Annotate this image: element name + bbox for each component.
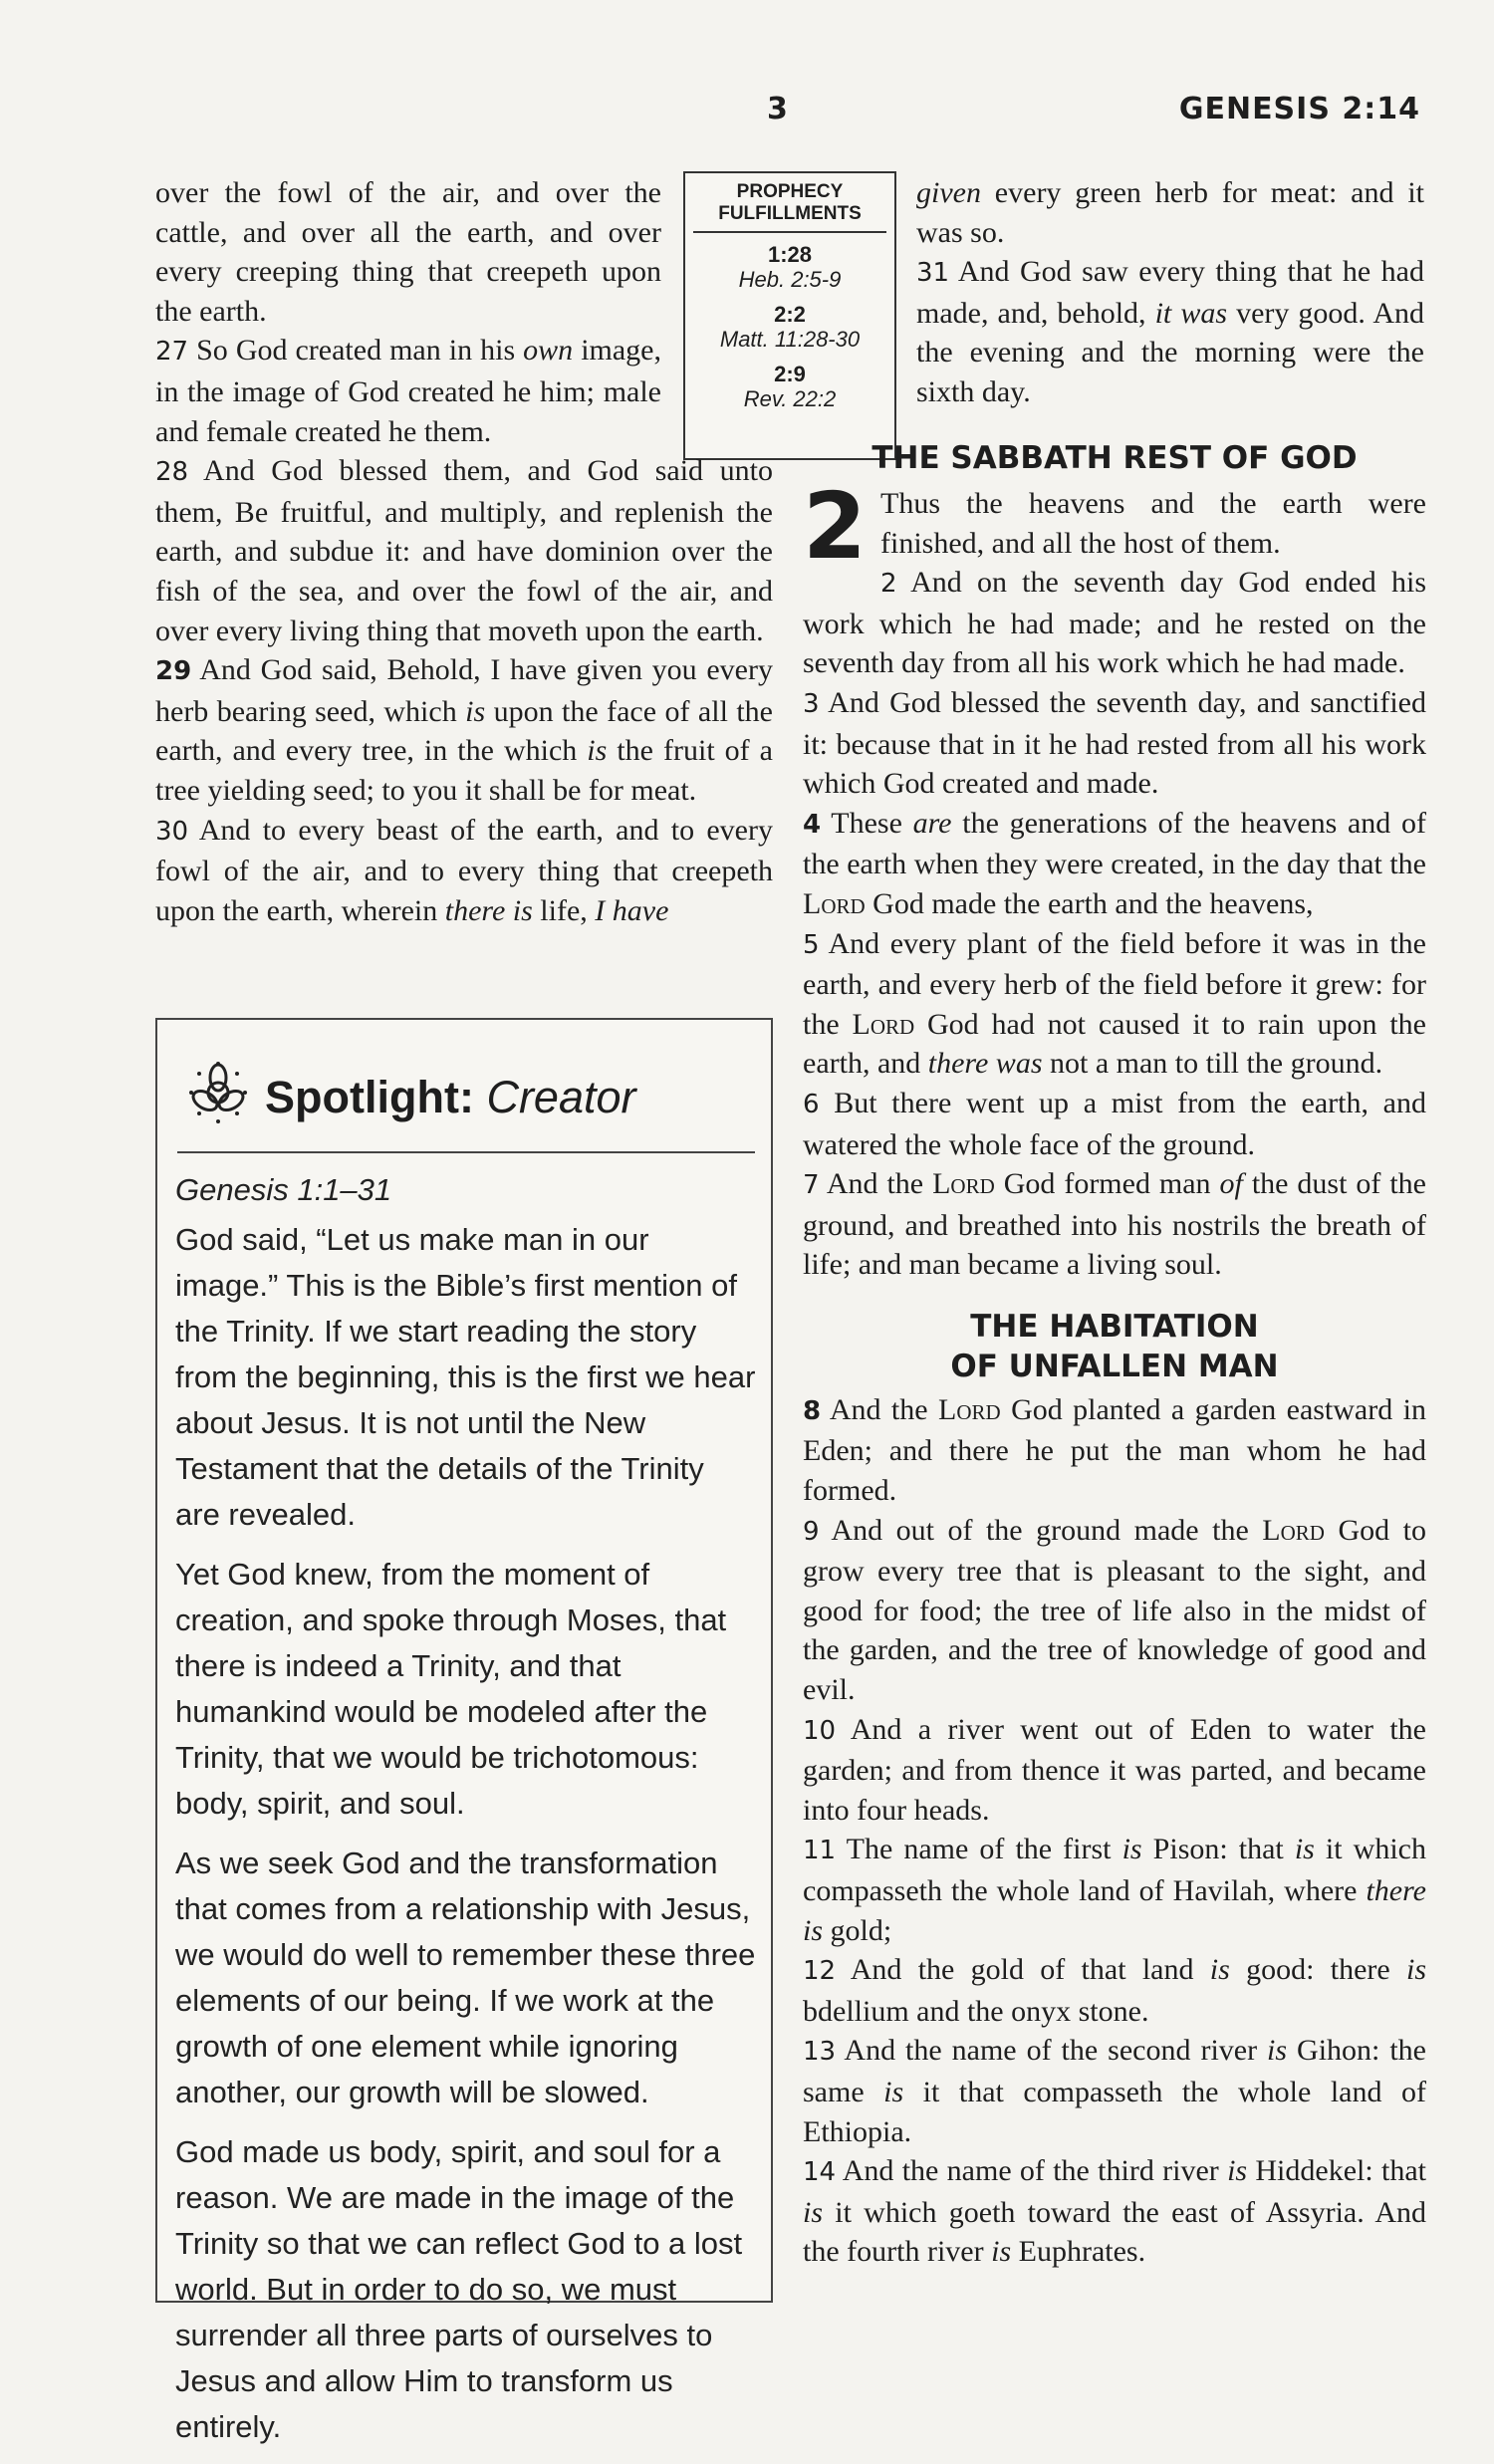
- verse-italic: given: [916, 176, 981, 209]
- verse-5: [803, 924, 1426, 1084]
- verse-continuation: [916, 173, 1424, 252]
- verse-text: not a man to till the ground.: [1042, 1047, 1383, 1081]
- verse-italic: is: [587, 734, 608, 768]
- spotlight-box: [155, 1018, 773, 2444]
- spotlight-paragraph: God made us body, spirit, and soul for a reason. We are made in the image of the Trinity so that we can reflect God to a lost world. But in order to do so, we must surrender all three parts of ourselves to Jesus and allow Him to transform us entirely.: [175, 2134, 743, 2444]
- verse-number: 3: [803, 688, 820, 719]
- verse-italic: is: [1209, 1953, 1230, 1987]
- verse-number: 7: [803, 1170, 820, 1201]
- verse-text: God to grow every tree that is pleasant to the sight, and good for food; the tree of life also in the midst of the garden, and the tree of knowledge of good and evil.: [803, 1513, 1427, 1707]
- verse-italic: of: [1219, 1167, 1243, 1201]
- verse-text: God formed man: [994, 1167, 1220, 1201]
- verse-smallcaps: Lord: [852, 1007, 915, 1041]
- verse-number: 10: [803, 1715, 837, 1746]
- prophecy-cite: Rev. 22:2: [743, 386, 837, 411]
- verse-text: And God said, Behold, I have given you every herb bearing seed, which: [155, 653, 773, 728]
- verse-text: And on the seventh day God ended his work which he had made; and he rested on the seventh day from all his work which he had made.: [803, 566, 1426, 680]
- prophecy-cite: Heb. 2:5-9: [738, 267, 842, 292]
- verse-text: it which compasseth the whole land of Havilah, where: [803, 1833, 1426, 1907]
- verse-number: 14: [803, 2157, 837, 2188]
- verse-text: Thus the heavens and the earth were finished, and all the host of them.: [880, 487, 1426, 560]
- verse-29: [155, 650, 773, 810]
- verse-text: The name of the first: [836, 1833, 1122, 1866]
- verse-italic: is: [465, 694, 486, 728]
- verse-text: And to every beast of the earth, and to every fowl of the air, and to every thing that creepeth upon the earth, wherein: [155, 813, 773, 927]
- verse-text: And the: [819, 1167, 933, 1201]
- prophecy-title: PROPHECY FULFILLMENTS: [693, 173, 886, 233]
- verse-number: 30: [155, 816, 189, 847]
- spotlight-reference: Genesis 1:1–31: [175, 1172, 392, 1207]
- verse-text: But there went up a mist from the earth, and watered the whole face of the ground.: [803, 1086, 1426, 1161]
- prophecy-cite: Matt. 11:28-30: [719, 327, 861, 352]
- verse-italic: is: [883, 2075, 904, 2108]
- spotlight-paragraph: Yet God knew, from the moment of creation, and spoke through Moses, that there is indeed a Trinity, and that humankind would be modeled after the Trinity, that we would be trichotomous: body, spirit, and soul.: [175, 1557, 727, 1821]
- spotlight-paragraph: God said, “Let us make man in our image.” This is the Bible’s first mention of the Trinity. If we start reading the story from the beginning, this is the first we hear about Jesus. It is not until the New Testament that the details of the Trinity are revealed.: [175, 1222, 756, 1532]
- verse-smallcaps: Lord: [932, 1167, 995, 1201]
- verse-1: [803, 473, 1426, 580]
- verse-italic: it was: [1154, 296, 1228, 330]
- right-column-main: [803, 438, 1426, 2272]
- verse-smallcaps: Lord: [803, 886, 866, 920]
- verse-number: 5: [803, 929, 820, 960]
- verse-27: [155, 331, 661, 451]
- verse-continuation: over the fowl of the air, and over the cattle, and over all the earth, and over every creeping thing that creepeth upon the earth.: [155, 176, 661, 328]
- verse-italic: is: [1227, 2154, 1248, 2188]
- spotlight-topic: Creator: [486, 1072, 636, 1122]
- verse-number: 27: [155, 337, 189, 368]
- spotlight-body: [175, 1167, 757, 2464]
- verse-number: 12: [803, 1956, 837, 1987]
- verse-italic: there is: [444, 893, 533, 927]
- section-heading-line: THE HABITATION: [970, 1308, 1259, 1345]
- verse-text: God had not caused it to rain upon the earth, and: [803, 1007, 1426, 1081]
- spotlight-header: [177, 1040, 755, 1153]
- verse-text: every green herb for meat: and it was so.: [916, 176, 1424, 249]
- verse-number: 8: [803, 1395, 822, 1426]
- verse-text: And the gold of that land: [836, 1953, 1210, 1987]
- verse-number: 9: [803, 1516, 820, 1547]
- verse-text: These: [821, 806, 913, 840]
- verse-italic: there is: [803, 1874, 1426, 1947]
- verse-italic: is: [991, 2235, 1012, 2269]
- verse-text: And a river went out of Eden to water the garden; and from thence it was parted, and became into four heads.: [803, 1712, 1426, 1827]
- right-column: [916, 173, 1424, 412]
- prophecy-ref: 1:28: [767, 242, 813, 267]
- verse-text: God planted a garden eastward in Eden; and there he put the man whom he had formed.: [803, 1392, 1426, 1508]
- verse-7: [803, 1164, 1426, 1285]
- verse-italic: I have: [595, 893, 669, 927]
- verse-9: [803, 1511, 1426, 1710]
- verse-6: [803, 1084, 1426, 1164]
- verse-text: Hiddekel: that: [1247, 2154, 1426, 2188]
- verse-text: gold;: [823, 1913, 892, 1947]
- verse-12: [803, 1950, 1426, 2031]
- verse-number: 6: [803, 1089, 820, 1119]
- spotlight-label: Spotlight:: [265, 1072, 474, 1122]
- section-heading-line: OF UNFALLEN MAN: [950, 1348, 1279, 1384]
- section-heading: [803, 1307, 1426, 1386]
- verse-text: bdellium and the onyx stone.: [803, 1994, 1149, 2028]
- verse-14: [803, 2151, 1426, 2272]
- verse-text: it that compasseth the whole land of Ethiopia.: [803, 2075, 1426, 2148]
- prophecy-ref: 2:2: [774, 302, 806, 327]
- verse-italic: own: [523, 334, 574, 368]
- verse-text: And the: [821, 1392, 938, 1426]
- prophecy-ref: 2:9: [774, 362, 806, 386]
- verse-30: [155, 811, 773, 931]
- verse-italic: is: [1406, 1953, 1427, 1987]
- verse-31: [916, 252, 1424, 411]
- verse-text: the fruit of a tree yielding seed; to you it shall be for meat.: [155, 734, 773, 807]
- verse-2: [803, 563, 1426, 683]
- verse-4: [803, 804, 1426, 924]
- verse-text: good: there: [1229, 1953, 1406, 1987]
- verse-text: And God blessed them, and God said unto them, Be fruitful, and multiply, and replenish the earth, and subdue it: and have dominion over the fish of the sea, and over the fowl of the air, and over every living thing that moveth upon the earth.: [155, 454, 773, 647]
- verse-number: 28: [155, 457, 189, 488]
- chapter-number: 2: [803, 473, 868, 580]
- left-column: [155, 173, 773, 930]
- verse-italic: is: [1267, 2034, 1288, 2068]
- verse-italic: are: [912, 806, 952, 840]
- verse-italic: is: [803, 2195, 824, 2229]
- verse-text: upon the face of all the earth, and every tree, in the which: [155, 694, 773, 768]
- verse-text: it which goeth toward the east of Assyria. And the fourth river: [803, 2195, 1426, 2269]
- verse-number: 2: [880, 569, 897, 600]
- verse-number: 4: [803, 809, 822, 840]
- verse-text: very good. And the evening and the morning were the sixth day.: [916, 296, 1424, 408]
- verse-text: And every plant of the field before it was in the earth, and every herb of the field before it grew: for the: [803, 926, 1426, 1041]
- verse-text: And the name of the third river: [836, 2154, 1228, 2188]
- verse-number: 13: [803, 2037, 837, 2068]
- verse-number: 31: [916, 258, 950, 289]
- page-number: 3: [767, 92, 788, 126]
- verse-text: God made the earth and the heavens,: [865, 886, 1314, 920]
- verse-number: 11: [803, 1836, 837, 1866]
- running-head: GENESIS 2:14: [1178, 92, 1420, 126]
- verse-text: And God saw every thing that he had made, and, behold,: [916, 255, 1424, 330]
- verse-text: life,: [532, 893, 596, 927]
- verse-smallcaps: Lord: [938, 1392, 1001, 1426]
- verse-13: [803, 2031, 1426, 2151]
- verse-text: the dust of the ground, and breathed into his nostrils the breath of life; and man became a living soul.: [803, 1167, 1426, 1282]
- verse-number: 29: [155, 656, 192, 687]
- verse-text: And God blessed the seventh day, and sanctified it: because that in it he had rested from all his work which God created and made.: [803, 685, 1426, 801]
- verse-text: Gihon: the same: [803, 2034, 1426, 2108]
- verse-italic: is: [1294, 1833, 1315, 1866]
- verse-10: [803, 1710, 1426, 1831]
- verse-text: the generations of the heavens and of the earth when they were created, in the day that the: [803, 806, 1427, 881]
- verse-text: And out of the ground made the: [819, 1513, 1263, 1547]
- trinity-knot-icon: [187, 1062, 249, 1133]
- verse-italic: is: [1121, 1833, 1142, 1866]
- section-heading: THE SABBATH REST OF GOD: [872, 440, 1358, 476]
- verse-text: Euphrates.: [1011, 2235, 1146, 2269]
- verse-italic: there was: [927, 1047, 1043, 1081]
- verse-text: So God created man in his: [188, 334, 524, 368]
- verse-3: [803, 683, 1426, 804]
- verse-smallcaps: Lord: [1262, 1513, 1325, 1547]
- verse-11: [803, 1830, 1426, 1950]
- verse-28: [155, 451, 773, 650]
- verse-text: image, in the image of God created he him; male and female created he them.: [155, 334, 661, 448]
- spotlight-title: [265, 1072, 636, 1123]
- verse-text: Pison: that: [1141, 1833, 1295, 1866]
- verse-text: And the name of the second river: [836, 2034, 1268, 2068]
- verse-8: [803, 1390, 1426, 1511]
- spotlight-paragraph: As we seek God and the transformation that comes from a relationship with Jesus, we would do well to remember these three elements of our being. If we work at the growth of one element while ignoring another, our growth will be slowed.: [175, 1846, 756, 2109]
